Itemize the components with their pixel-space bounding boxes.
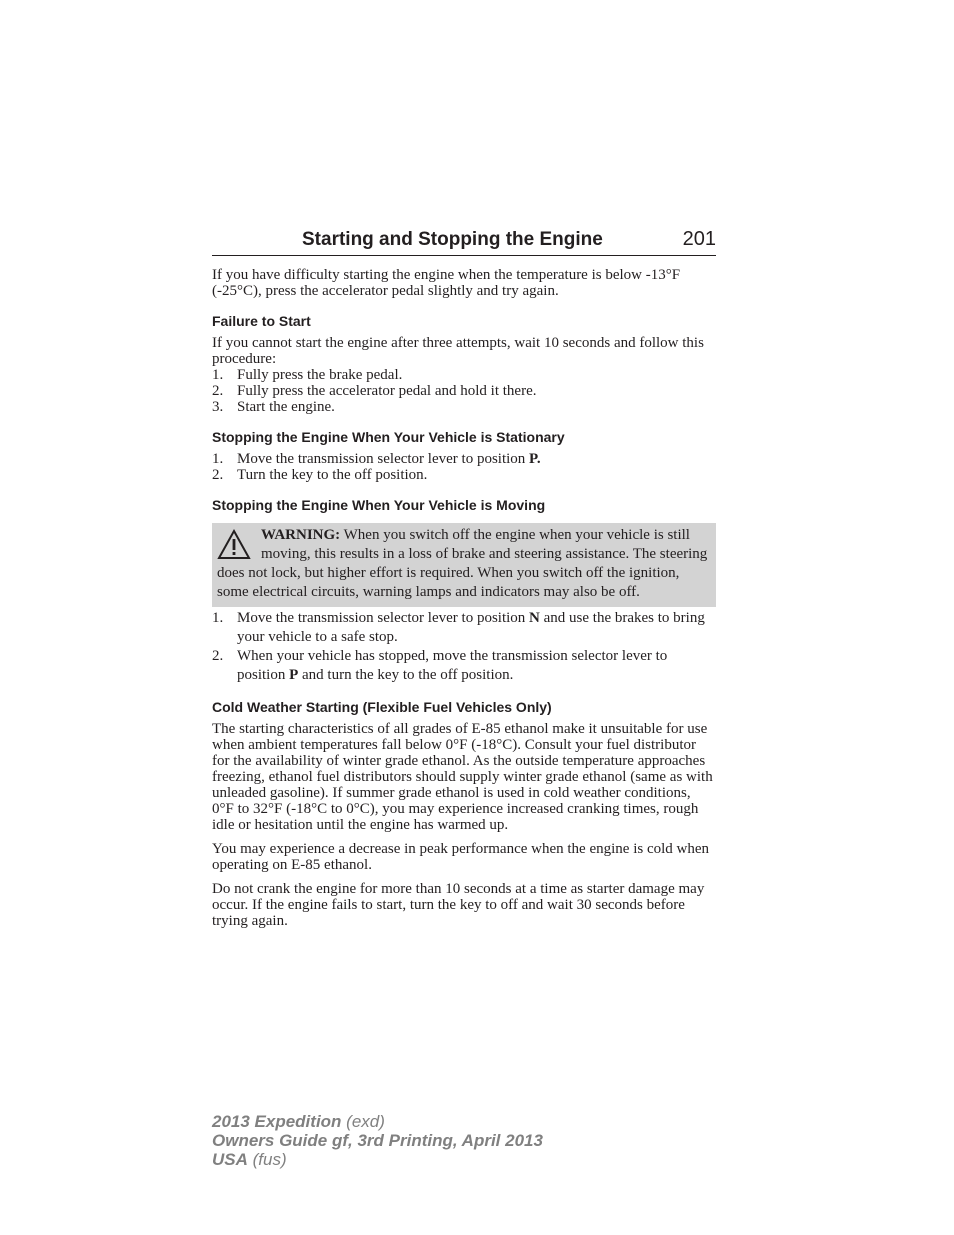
failure-heading: Failure to Start	[212, 313, 311, 329]
moving-steps	[212, 609, 716, 685]
list-item: 1. Move the transmission selector lever to position P.	[212, 451, 541, 467]
stationary-steps	[212, 451, 716, 483]
cold-paragraph: You may experience a decrease in peak performance when the engine is cold when operating on E-85 ethanol.	[212, 841, 710, 873]
stationary-heading: Stopping the Engine When Your Vehicle is Stationary	[212, 429, 565, 445]
list-item: 2. Fully press the accelerator pedal and hold it there.	[212, 383, 537, 399]
page-header	[212, 228, 716, 256]
warning-box	[212, 523, 716, 607]
page-footer: 2013 Expedition (exd) Owners Guide gf, 3rd Printing, April 2013 USA (fus)	[212, 1112, 543, 1169]
failure-text: If you cannot start the engine after three attempts, wait 10 seconds and follow this procedure:	[212, 335, 704, 367]
list-item: 1. Move the transmission selector lever to position N and use the brakes to bring your vehicle to a safe stop.	[212, 610, 705, 645]
warning-text: WARNING: When you switch off the engine when your vehicle is still moving, this results in a loss of brake and steering assistance. The steering does not lock, but higher effort is required. When you switch off the ignition, some electrical circuits, warning lamps and indicators may also be off.	[217, 527, 708, 600]
intro-paragraph: If you have difficulty starting the engine when the temperature is below -13°F (-25°C), press the accelerator pedal slightly and try again.	[212, 267, 681, 299]
page-content	[212, 228, 716, 937]
warning-triangle-icon	[217, 528, 251, 562]
list-item: 3. Start the engine.	[212, 399, 335, 415]
moving-heading: Stopping the Engine When Your Vehicle is Moving	[212, 497, 546, 513]
cold-weather-section	[212, 721, 716, 929]
page-title: Starting and Stopping the Engine	[302, 229, 603, 250]
cold-paragraph: The starting characteristics of all grades of E-85 ethanol make it unsuitable for use when ambient temperatures fall below 0°F (-18°C). Consult your fuel distributor for the availability of winter grade ethanol. As the outside temperature approaches freezing, ethanol fuel distributors should supply winter grade ethanol (same as with unleaded gasoline). If summer grade ethanol is used in cold weather conditions, 0°F to 32°F (-18°C to 0°C), you may experience increased cranking times, rough idle or hesitation until the engine has warmed up.	[212, 721, 713, 833]
cold-weather-heading: Cold Weather Starting (Flexible Fuel Vehicles Only)	[212, 699, 552, 715]
page-number: 201	[682, 228, 716, 250]
list-item: 2. Turn the key to the off position.	[212, 467, 428, 483]
list-item: 1. Fully press the brake pedal.	[212, 367, 403, 383]
failure-steps	[212, 367, 716, 415]
list-item: 2. When your vehicle has stopped, move the transmission selector lever to position P and turn the key to the off position.	[212, 648, 668, 683]
cold-paragraph: Do not crank the engine for more than 10 seconds at a time as starter damage may occur. If the engine fails to start, turn the key to off and wait 30 seconds before trying again.	[212, 881, 705, 929]
